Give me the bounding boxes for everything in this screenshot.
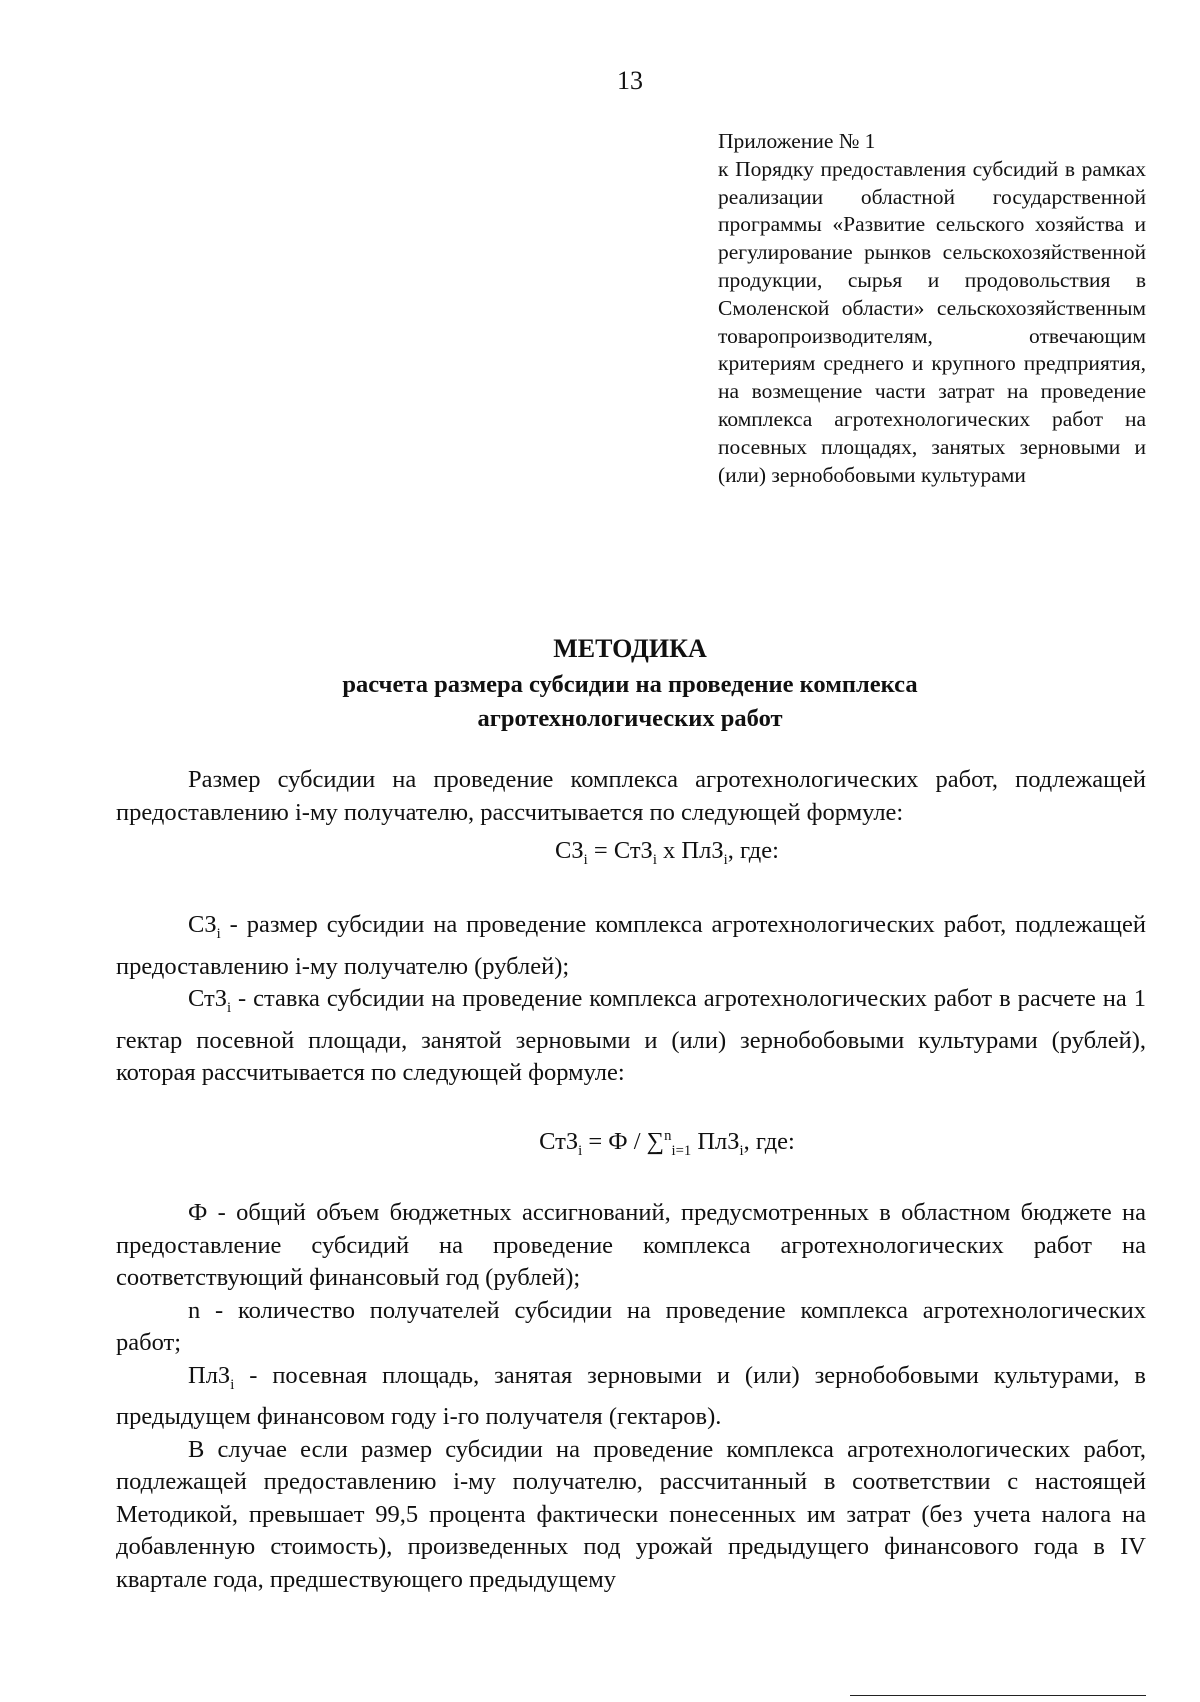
definition-sz: $СЗ_i$ - размер субсидии на проведение комплекса агротехнологических работ, подлежащей предоставлению i-му получателю (рублей); <box>116 911 1146 980</box>
paragraph-intro: Размер субсидии на проведение комплекса агротехнологических работ, подлежащей предоставлению i-му получателю, рассчитывается по следующей формуле: <box>116 766 1146 826</box>
document-title <box>0 634 1200 736</box>
title-main: МЕТОДИКА <box>553 634 707 663</box>
appendix-text: к Порядку предоставления субсидий в рамках реализации областной государственной программы «Развитие сельского хозяйства и регулирование рынков сельскохозяйственной продукции, сырья и продовольствия в Смоленской области» сельскохозяйственным товаропроизводителям, отвечающим критериям среднего и крупного предприятия, на возмещение части затрат на проведение комплекса агротехнологических работ на посевных площадях, занятых зерновыми и (или) зернобобовыми культурами <box>718 156 1146 487</box>
document-body <box>116 764 1146 1596</box>
page-number: 13 <box>617 66 643 95</box>
title-line-2: агротехнологических работ <box>477 705 783 732</box>
definition-n: n - количество получателей субсидии на проведение комплекса агротехнологических работ; <box>116 1296 1146 1357</box>
paragraph-case: В случае если размер субсидии на проведение комплекса агротехнологических работ, подлежащей предоставлению i-му получателю, рассчитанный в соответствии с настоящей Методикой, превышает 99,5 процента фактически понесенных им затрат (без учета налога на добавленную стоимость), произведенных под урожай предыдущего финансового года в IV квартале года, предшествующего предыдущему <box>116 1435 1146 1593</box>
definition-stz: СтЗ$_i$ - ставка субсидии на проведение комплекса агротехнологических работ в расчете на 1 гектар посевной площади, занятой зерновыми и (или) зернобобовыми культурами (рублей), которая рассчитывается по следующей формуле: <box>116 985 1146 1087</box>
footer-divider <box>850 1695 1146 1696</box>
formula-2: СтЗ$_i$ = Ф / ∑$^n_{i=1}$ ПлЗ$_i$, где: <box>539 1127 795 1159</box>
definition-f: Ф - общий объем бюджетных ассигнований, предусмотренных в областном бюджете на предоставление субсидий на проведение комплекса агротехнологических работ на соответствующий финансовый год (рублей); <box>116 1199 1146 1292</box>
appendix-block <box>718 128 1146 489</box>
definition-plz: ПлЗ$_i$ - посевная площадь, занятая зерновыми и (или) зернобобовыми культурами, в предыдущем финансовом году i-го получателя (гектаров). <box>116 1361 1146 1431</box>
formula-1: $СЗ_i = СтЗ_i$ х ПлЗ$_i$, где: <box>555 837 779 868</box>
appendix-title: Приложение № 1 <box>718 129 876 153</box>
title-line-1: расчета размера субсидии на проведение комплекса <box>342 671 918 698</box>
